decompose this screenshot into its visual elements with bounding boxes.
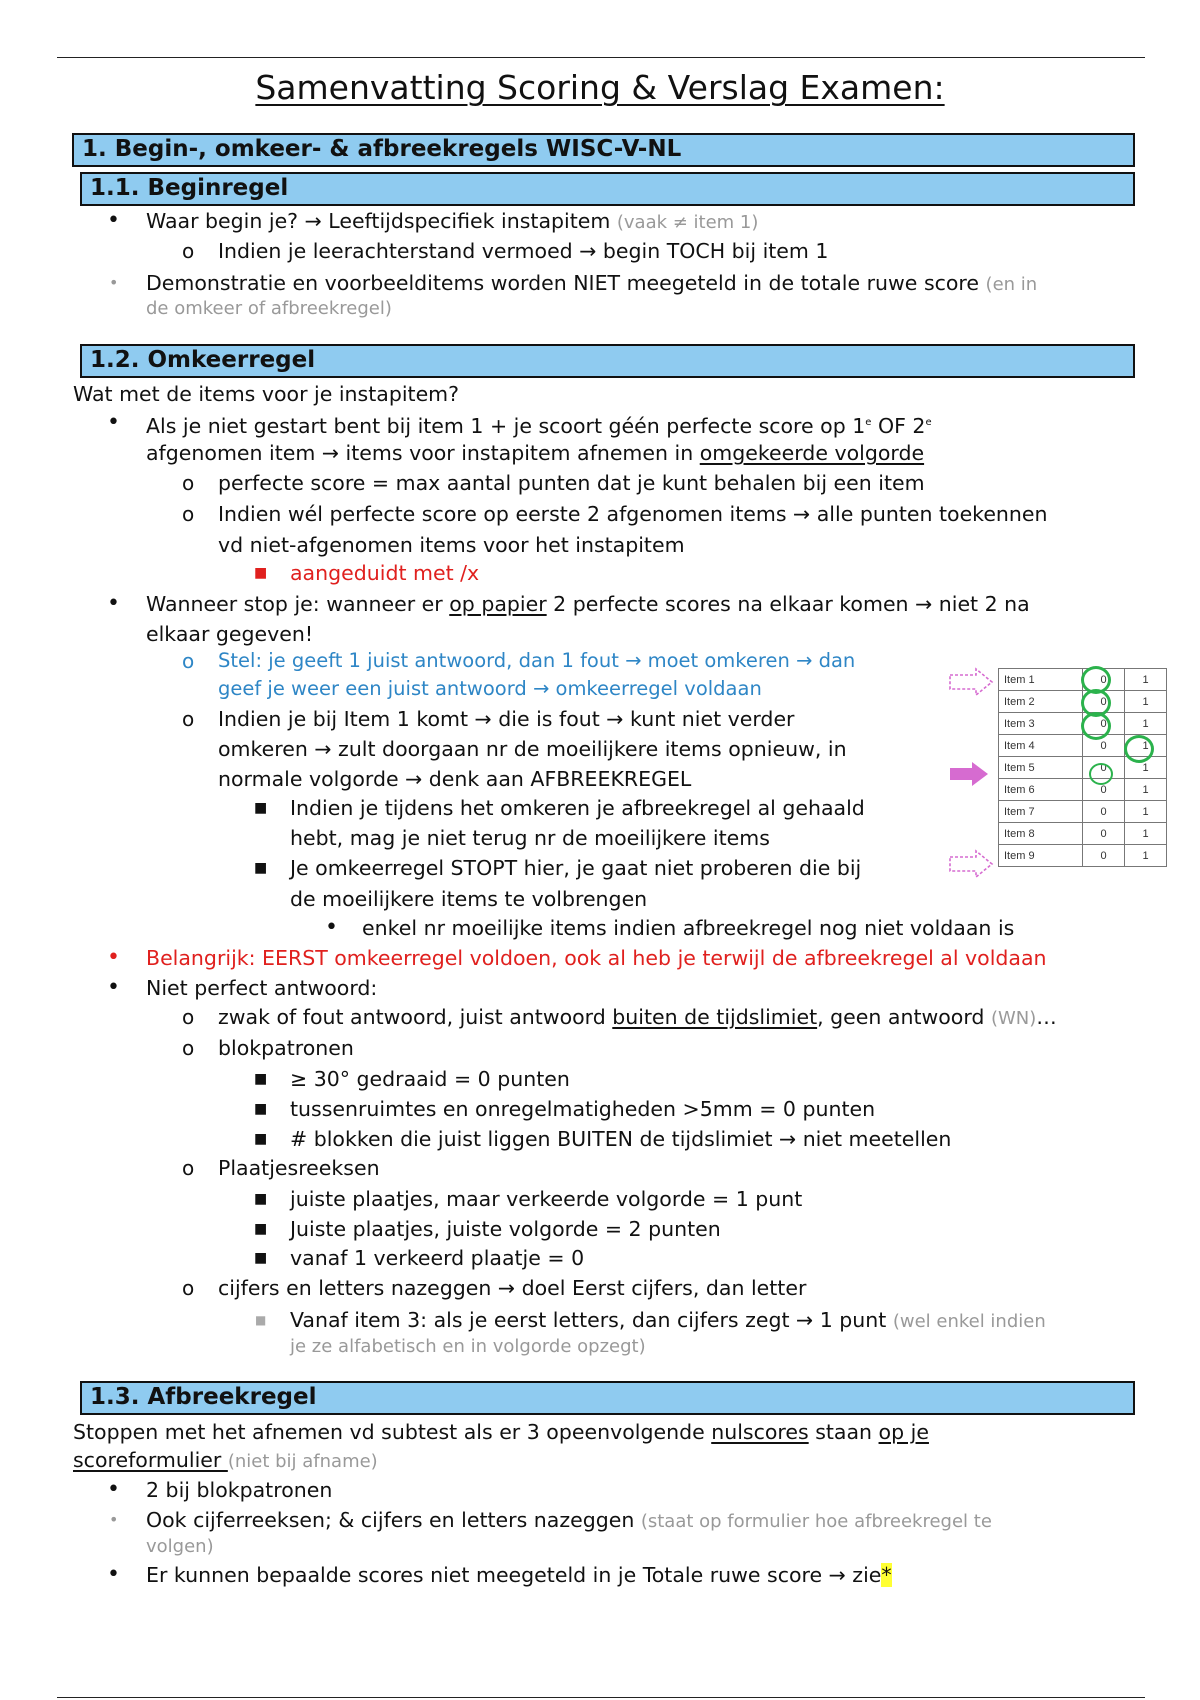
item1-fout: Indien je bij Item 1 komt → die is fout → kunt niet verder bbox=[218, 707, 795, 731]
gedraaid-line: ≥ 30° gedraaid = 0 punten bbox=[290, 1067, 570, 1091]
section-1-3-heading: 1.3. Afbreekregel bbox=[80, 1381, 1135, 1415]
blokpatronen: blokpatronen bbox=[218, 1036, 354, 1060]
blokken-line: # blokken die juist liggen BUITEN de tijdslimiet → niet meetellen bbox=[290, 1127, 952, 1151]
perfecte-score-def: perfecte score = max aantal punten dat je kunt behalen bij een item bbox=[218, 471, 925, 495]
cijferreeksen-line-2: volgen) bbox=[146, 1536, 214, 1557]
afbreek-intro-2: scoreformulier (niet bij afname) bbox=[73, 1448, 378, 1472]
item-label-cell: Item 1 bbox=[999, 669, 1083, 691]
item-score-cell: 0 bbox=[1083, 823, 1125, 845]
item-score-cell: 0 bbox=[1083, 669, 1125, 691]
bullet-dot-red: • bbox=[107, 945, 120, 970]
niet-perfect: Niet perfect antwoord: bbox=[146, 976, 378, 1000]
item-score-cell: 0 bbox=[1083, 691, 1125, 713]
item-max-cell: 1 bbox=[1125, 691, 1167, 713]
item-score-cell: 0 bbox=[1083, 735, 1125, 757]
bullet-circle: o bbox=[182, 471, 195, 495]
bullet-circle: o bbox=[182, 1005, 195, 1029]
demonstratie-line-2: de omkeer of afbreekregel) bbox=[146, 298, 392, 319]
omkeerregel-stopt: Je omkeerregel STOPT hier, je gaat niet proberen die bij bbox=[290, 856, 862, 880]
score-circle-icon bbox=[1089, 763, 1113, 785]
afbreek-intro: Stoppen met het afnemen vd subtest als er 3 opeenvolgende nulscores staan op je bbox=[73, 1420, 929, 1444]
item-label-cell: Item 2 bbox=[999, 691, 1083, 713]
item-row bbox=[999, 779, 1167, 801]
section-1-heading: 1. Begin-, omkeer- & afbreekregels WISC-V-NL bbox=[72, 133, 1135, 167]
bullet-dot: • bbox=[325, 915, 338, 940]
page-title: Samenvatting Scoring & Verslag Examen: bbox=[255, 68, 945, 107]
item-max-cell: 1 bbox=[1125, 713, 1167, 735]
tijdens-omkeren: Indien je tijdens het omkeren je afbreekregel al gehaald bbox=[290, 796, 865, 820]
item-label-cell: Item 3 bbox=[999, 713, 1083, 735]
vanaf-item3-2: je ze alfabetisch en in volgorde opzegt) bbox=[290, 1336, 646, 1357]
item-label-cell: Item 4 bbox=[999, 735, 1083, 757]
bullet-circle-blue: o bbox=[182, 649, 195, 673]
bullet-circle: o bbox=[182, 1156, 195, 1180]
score-circle-icon bbox=[1081, 712, 1111, 740]
plaatjes-2: Juiste plaatjes, juiste volgorde = 2 punten bbox=[290, 1217, 721, 1241]
bullet-square: ■ bbox=[254, 1101, 268, 1117]
vanaf-item3: Vanaf item 3: als je eerst letters, dan cijfers zegt → 1 punt (wel enkel indien bbox=[290, 1308, 1046, 1332]
item-score-cell: 0 bbox=[1083, 757, 1125, 779]
tijdens-omkeren-2: hebt, mag je niet terug nr de moeilijkere items bbox=[290, 826, 770, 850]
plaatjesreeksen: Plaatjesreeksen bbox=[218, 1156, 380, 1180]
omkeerregel-stopt-2: de moeilijkere items te volbrengen bbox=[290, 887, 648, 911]
start-arrow-outline-icon bbox=[948, 667, 996, 697]
item1-fout-2: omkeren → zult doorgaan nr de moeilijkere items opnieuw, in bbox=[218, 737, 847, 761]
item-label-cell: Item 6 bbox=[999, 779, 1083, 801]
item-max-cell: 1 bbox=[1125, 823, 1167, 845]
item-label-cell: Item 5 bbox=[999, 757, 1083, 779]
bullet-square-red: ■ bbox=[254, 565, 268, 581]
bullet-circle: o bbox=[182, 1036, 195, 1060]
totale-ruwe-score: Er kunnen bepaalde scores niet meegeteld in je Totale ruwe score → zie* bbox=[146, 1563, 892, 1587]
aangeduid-line: aangeduidt met /x bbox=[290, 561, 480, 585]
wanneer-stop-2: elkaar gegeven! bbox=[146, 622, 314, 646]
bullet-square: ■ bbox=[254, 1071, 268, 1087]
wel-perfecte-score-2: vd niet-afgenomen items voor het instapitem bbox=[218, 533, 685, 557]
item-max-cell: 1 bbox=[1125, 735, 1167, 757]
bullet-square: ■ bbox=[254, 1191, 268, 1207]
item-score-cell: 0 bbox=[1083, 845, 1125, 867]
zwak-fout-line: zwak of fout antwoord, juist antwoord buiten de tijdslimiet, geen antwoord (WN)… bbox=[218, 1005, 1057, 1029]
bottom-rule bbox=[57, 1697, 1145, 1698]
bullet-dot: • bbox=[107, 1477, 120, 1502]
item1-fout-3: normale volgorde → denk aan AFBREEKREGEL bbox=[218, 767, 692, 791]
item-score-cell: 0 bbox=[1083, 779, 1125, 801]
omkeer-point-1-line-2: afgenomen item → items voor instapitem afnemen in omgekeerde volgorde bbox=[146, 441, 925, 465]
item-max-cell: 1 bbox=[1125, 669, 1167, 691]
belangrijk-line: Belangrijk: EERST omkeerregel voldoen, ook al heb je terwijl de afbreekregel al voldaan bbox=[146, 946, 1047, 970]
bullet-dot: • bbox=[107, 410, 120, 435]
bij-blokpatronen: 2 bij blokpatronen bbox=[146, 1478, 333, 1502]
begin-question: Waar begin je? → Leeftijdspecifiek instapitem (vaak ≠ item 1) bbox=[146, 209, 759, 233]
item-label-cell: Item 9 bbox=[999, 845, 1083, 867]
bullet-circle: o bbox=[182, 1276, 195, 1300]
cijfers-letters: cijfers en letters nazeggen → doel Eerst cijfers, dan letter bbox=[218, 1276, 807, 1300]
bullet-dot: • bbox=[107, 208, 120, 233]
plaatjes-1: juiste plaatjes, maar verkeerde volgorde = 1 punt bbox=[290, 1187, 803, 1211]
item-label-cell: Item 8 bbox=[999, 823, 1083, 845]
stel-line: Stel: je geeft 1 juist antwoord, dan 1 fout → moet omkeren → dan bbox=[218, 649, 856, 672]
top-rule bbox=[57, 57, 1145, 58]
item-label-cell: Item 7 bbox=[999, 801, 1083, 823]
bullet-square: ■ bbox=[254, 860, 268, 876]
section-1-1-heading: 1.1. Beginregel bbox=[80, 172, 1135, 206]
score-circle-icon bbox=[1124, 735, 1154, 763]
item-max-cell: 1 bbox=[1125, 801, 1167, 823]
omkeer-point-1: Als je niet gestart bent bij item 1 + je scoort géén perfecte score op 1e OF 2e bbox=[146, 413, 932, 438]
tussenruimtes-line: tussenruimtes en onregelmatigheden >5mm = 0 punten bbox=[290, 1097, 876, 1121]
item-row bbox=[999, 801, 1167, 823]
demonstratie-line: Demonstratie en voorbeelditems worden NIET meegeteld in de totale ruwe score (en in bbox=[146, 271, 1038, 295]
bullet-square-gray: ■ bbox=[255, 1313, 267, 1327]
bullet-square: ■ bbox=[254, 1221, 268, 1237]
plaatjes-3: vanaf 1 verkeerd plaatje = 0 bbox=[290, 1246, 585, 1270]
item-score-cell: 0 bbox=[1083, 713, 1125, 735]
bullet-dot-gray: • bbox=[109, 1510, 119, 1529]
bullet-dot: • bbox=[107, 975, 120, 1000]
item-row bbox=[999, 845, 1167, 867]
item-max-cell: 1 bbox=[1125, 845, 1167, 867]
bullet-square: ■ bbox=[254, 1131, 268, 1147]
leerachterstand-line: Indien je leerachterstand vermoed → begin TOCH bij item 1 bbox=[218, 239, 829, 263]
enkel-moeilijke: enkel nr moeilijke items indien afbreekregel nog niet voldaan is bbox=[362, 916, 1015, 940]
item-score-cell: 0 bbox=[1083, 801, 1125, 823]
bullet-square: ■ bbox=[254, 1250, 268, 1266]
stel-line-2: geef je weer een juist antwoord → omkeerregel voldaan bbox=[218, 677, 762, 700]
bullet-dot: • bbox=[107, 1562, 120, 1587]
bullet-dot: • bbox=[107, 591, 120, 616]
omkeer-intro: Wat met de items voor je instapitem? bbox=[73, 382, 460, 406]
bullet-circle: o bbox=[182, 707, 195, 731]
item-max-cell: 1 bbox=[1125, 757, 1167, 779]
item-row bbox=[999, 823, 1167, 845]
bullet-circle: o bbox=[182, 502, 195, 526]
item-max-cell: 1 bbox=[1125, 779, 1167, 801]
start-arrow-filled-icon bbox=[948, 760, 990, 788]
stop-arrow-outline-icon bbox=[948, 849, 996, 879]
cijferreeksen-line: Ook cijferreeksen; & cijfers en letters nazeggen (staat op formulier hoe afbreekregel te bbox=[146, 1508, 992, 1532]
bullet-square: ■ bbox=[254, 800, 268, 816]
section-1-2-heading: 1.2. Omkeerregel bbox=[80, 344, 1135, 378]
wanneer-stop: Wanneer stop je: wanneer er op papier 2 perfecte scores na elkaar komen → niet 2 na bbox=[146, 592, 1030, 616]
wel-perfecte-score: Indien wél perfecte score op eerste 2 afgenomen items → alle punten toekennen bbox=[218, 502, 1048, 526]
bullet-dot-gray: • bbox=[109, 273, 119, 292]
bullet-circle: o bbox=[182, 239, 195, 263]
